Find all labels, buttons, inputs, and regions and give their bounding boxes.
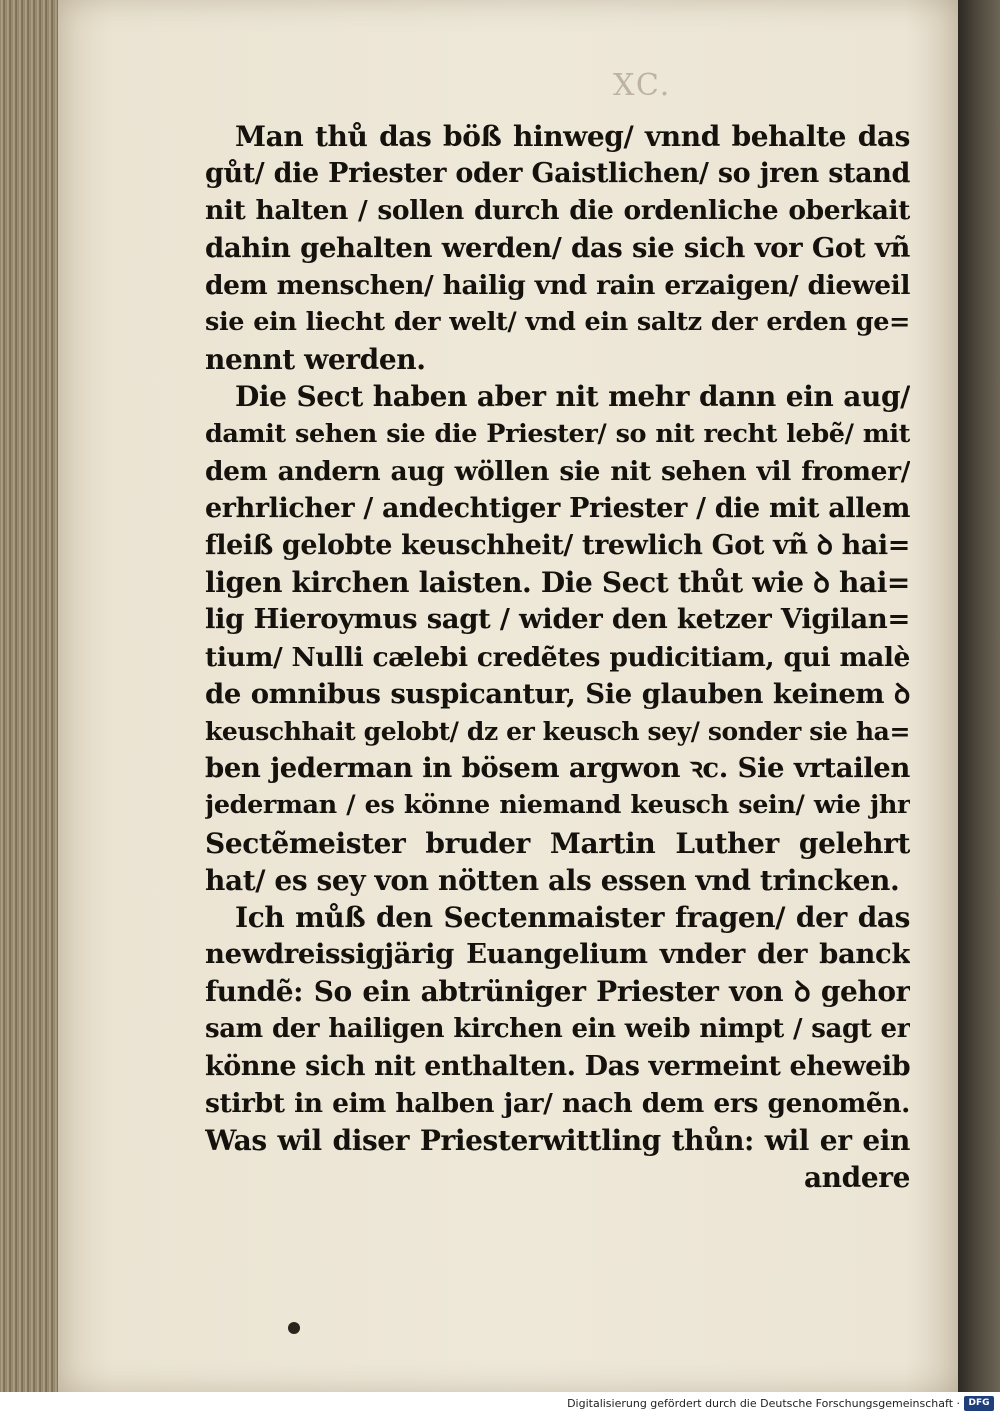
text-line: nennt werden.: [205, 343, 426, 377]
funding-credit: Digitalisierung gefördert durch die Deutsche Forschungsgemeinschaft ·: [567, 1397, 960, 1410]
folio-number: XC.: [613, 68, 672, 103]
footer-bar: [0, 1392, 1000, 1417]
text-line: sie ein liecht der welt/ vnd ein saltz der erden ge=: [205, 306, 910, 337]
text-line: Ich můß den Sectenmaister fragen/ der das: [235, 900, 910, 934]
text-line: fleiß gelobte keuschheit/ trewlich Got vñ ꝺ hai=: [205, 530, 910, 562]
text-line: ligen kirchen laisten. Die Sect thůt wie ꝺ hai=: [205, 566, 910, 600]
text-line: Die Sect haben aber nit mehr dann ein aug/: [235, 380, 910, 414]
text-line: tium/ Nulli cælebi credẽtes pudicitiam, qui malè: [205, 641, 910, 673]
text-line: dahin gehalten werden/ das sie sich vor Got vñ: [205, 231, 910, 264]
dfg-logo: DFG: [964, 1396, 994, 1411]
text-line: ben jederman in bösem argwon ꝛc. Sie vrtailen: [205, 752, 910, 785]
catchword: andere: [803, 1161, 910, 1195]
text-line: newdreissigjärig Euangelium vnder der banck: [205, 938, 910, 971]
text-line: fundẽ: So ein abtrüniger Priester von ꝺ gehor: [205, 975, 910, 1009]
text-line: erhrlicher / andechtiger Priester / die mit allem: [205, 492, 910, 524]
text-line: hat/ es sey von nötten als essen vnd trincken.: [205, 863, 900, 897]
text-line: nit halten / sollen durch die ordenliche oberkait: [205, 195, 910, 227]
text-line: Man thů das böß hinweg/ vnnd behalte das: [235, 120, 910, 153]
text-line: damit sehen sie die Priester/ so nit recht lebẽ/ mit: [205, 418, 910, 449]
text-line: dem andern aug wöllen sie nit sehen vil fromer/: [205, 455, 910, 487]
text-line: könne sich nit enthalten. Das vermeint eheweib: [205, 1050, 910, 1082]
text-line: jederman / es könne niemand keusch sein/ wie jhr: [205, 790, 910, 821]
text-line: sam der hailigen kirchen ein weib nimpt / sagt er: [205, 1013, 910, 1044]
page-text: [205, 118, 910, 1196]
text-line: Was wil diser Priesterwittling thůn: wil er ein: [205, 1124, 910, 1158]
book-edge-left: [0, 0, 62, 1392]
text-line: stirbt in eim halben jar/ nach dem ers genomẽn.: [205, 1087, 910, 1119]
ornament-mark: [288, 1322, 300, 1334]
text-line: lig Hieroymus sagt / wider den ketzer Vigilan=: [205, 603, 910, 636]
book-edge-right: [958, 0, 1000, 1392]
text-line: keuschhait gelobt/ dz er keusch sey/ sonder sie ha=: [205, 717, 910, 746]
text-line: gůt/ die Priester oder Gaistlichen/ so jren stand: [205, 158, 910, 190]
text-line: dem menschen/ hailig vnd rain erzaigen/ dieweil: [205, 269, 910, 301]
text-line: de omnibus suspicantur, Sie glauben keinem ꝺ: [205, 677, 910, 710]
text-line: Sectẽmeister bruder Martin Luther gelehrt: [205, 826, 910, 860]
